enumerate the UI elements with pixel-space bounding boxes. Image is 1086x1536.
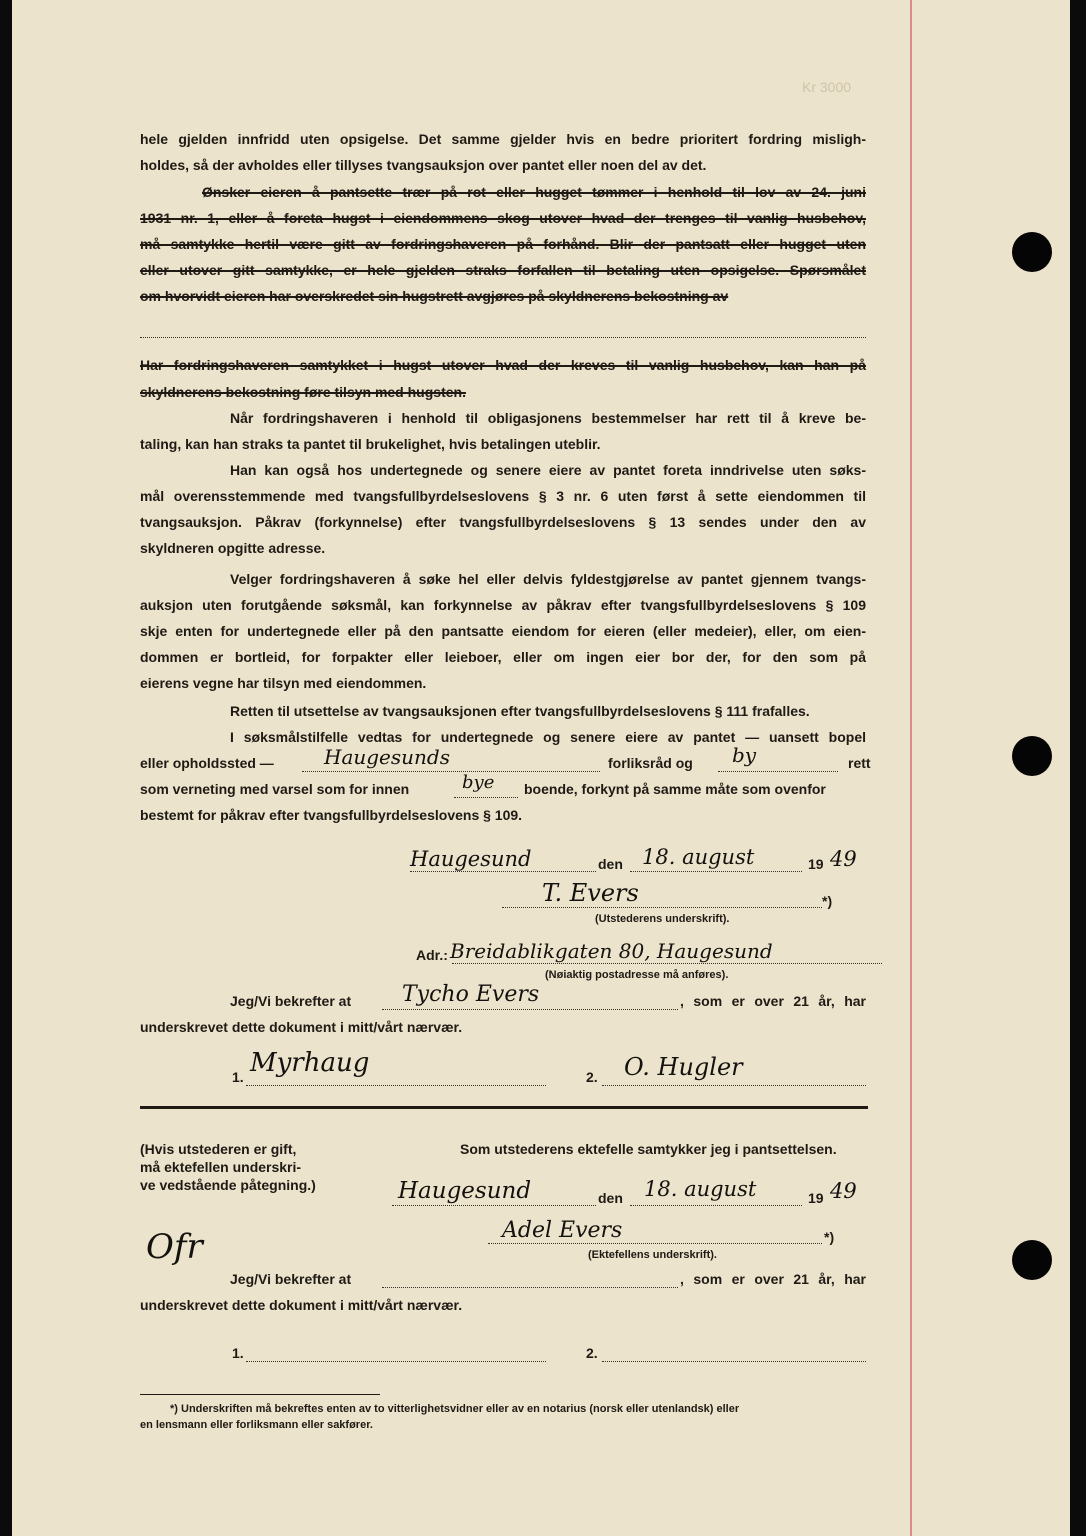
struck-text-line: eller utover gitt samtykke, er hele gjelden straks forfallen til betaling uten opsigelse. Spørsmålet [140,262,866,278]
handwritten-address: Breidablikgaten 80, Haugesund [450,939,773,963]
text-line: boende, forkynt på samme måte som ovenfor [524,781,826,797]
text-line: skje enten for undertegnede eller på den pantsatte eiendom for eieren (eller medeier), eller, om eien- [140,623,866,639]
text-line: Når fordringshaveren i henhold til obligasjonens bestemmelser har rett til å kreve be- [230,410,866,426]
dotted-fill-line [382,1286,678,1288]
year-prefix: 19 [808,856,824,872]
witness-2-signature: O. Hugler [624,1053,743,1081]
dotted-fill-line [452,962,882,964]
handwritten-year: 49 [830,847,857,871]
handwritten-confirm-name: Tycho Evers [402,982,540,1007]
struck-text-line: må samtykke hertil være gitt av fordringshaveren på forhånd. Blir der pantsatt eller hugget uten [140,236,866,252]
text-line: , som er over 21 år, har [680,1271,866,1287]
address-label: Adr.: [416,947,448,963]
dotted-fill-line [382,1008,678,1010]
text-line: som verneting med varsel som for innen [140,781,410,797]
spouse-consent-text: Som utstederens ektefelle samtykker jeg i pantsettelsen. [460,1141,837,1157]
binder-hole-bottom [1012,1240,1052,1280]
spouse-note-line: ve vedstående påtegning.) [140,1177,316,1193]
dotted-fill-line [392,1204,596,1206]
text-line: Velger fordringshaveren å søke hel eller delvis fyldestgjørelse av pantet gjennem tvangs- [230,571,866,587]
footnote-mark: *) [824,1229,835,1245]
spouse-note-line: (Hvis utstederen er gift, [140,1141,297,1157]
text-line: auksjon uten forutgående søksmål, kan forkynnelse av påkrav efter tvangsfullbyrdelseslovens § 109 [140,597,866,613]
signature-line [488,1242,822,1244]
text-line: forliksråd og [608,755,693,771]
faint-header: Kr 3000 [802,79,852,95]
spouse-note-line: må ektefellen underskri- [140,1159,302,1175]
text-line: hele gjelden innfridd uten opsigelse. Det samme gjelder hvis en bedre prioritert fordring misligh- [140,131,866,147]
footnote-line: *) Underskriften må bekreftes enten av to vitterlighetsvidner eller av en notarius (norsk eller utenlandsk) eller [170,1403,740,1415]
struck-text-line: skyldnerens bekostning føre tilsyn med hugsten. [140,384,466,400]
struck-text-line: om hvorvidt eieren har overskredet sin hugstrett avgjøres på skyldnerens bekostning av [140,288,729,304]
witness-number: 2. [586,1069,598,1085]
struck-text-line: Har fordringshaveren samtykket i hugst utover hvad der kreves til vanlig husbehov, kan han på [140,357,866,373]
text-line: skyldneren opgitte adresse. [140,540,326,556]
signature-line [502,906,822,908]
address-caption: (Nøiaktig postadresse må anføres). [545,969,729,981]
spouse-signature: Adel Evers [502,1218,623,1243]
dotted-fill-line [630,870,802,872]
dotted-fill-line [140,336,866,338]
witness-number: 2. [586,1345,598,1361]
text-line: Retten til utsettelse av tvangsauksjonen efter tvangsfullbyrdelseslovens § 111 frafalles. [230,703,810,719]
text-line: bestemt for påkrav efter tvangsfullbyrdelseslovens § 109. [140,807,523,823]
text-line: underskrevet dette dokument i mitt/vårt nærvær. [140,1297,463,1313]
margin-handwritten-mark: Ofr [146,1227,203,1267]
witness-number: 1. [232,1345,244,1361]
dotted-fill-line [246,1084,546,1086]
text-line: underskrevet dette dokument i mitt/vårt nærvær. [140,1019,463,1035]
dotted-fill-line [454,796,518,798]
text-line: holdes, så der avholdes eller tillyses tvangsauksjon over pantet eller noen del av det. [140,157,707,173]
binder-hole-top [1012,232,1052,272]
text-line: eierens vegne har tilsyn med eiendommen. [140,675,427,691]
text-line: Han kan også hos undertegnede og senere eiere av pantet foreta inndrivelse uten søks- [230,462,866,478]
dotted-fill-line [302,770,600,772]
binder-hole-middle [1012,736,1052,776]
text-line: tvangsauksjon. Påkrav (forkynnelse) efter tvangsfullbyrdelseslovens § 13 sendes under den av [140,514,866,530]
date-label: den [598,1190,623,1206]
text-line: dommen er bortleid, for forpakter eller leieboer, eller om ingen eier bor der, for den som på [140,649,866,665]
dotted-fill-line [246,1360,546,1362]
dotted-fill-line [410,870,596,872]
footnote-mark: *) [822,893,833,909]
footnote-line: en lensmann eller forliksmann eller sakfører. [140,1419,373,1431]
handwritten-date: 18. august [644,1177,757,1201]
dotted-fill-line [602,1084,866,1086]
spouse-signature-caption: (Ektefellens underskrift). [588,1249,717,1261]
witness-number: 1. [232,1069,244,1085]
text-line: rett [848,755,871,771]
margin-line [910,0,912,1536]
section-divider [140,1106,868,1109]
handwritten-court-type: by [732,743,757,767]
footnote-rule [140,1394,380,1395]
text-line: taling, kan han straks ta pantet til brukelighet, hvis betalingen uteblir. [140,436,601,452]
dotted-fill-line [718,770,838,772]
dotted-fill-line [630,1204,802,1206]
dotted-fill-line [602,1360,866,1362]
witness-1-signature: Myrhaug [250,1048,370,1078]
text-line: , som er over 21 år, har [680,993,866,1009]
struck-text-line: 1931 nr. 1, eller å foreta hugst i eiendommens skog utover hvad der trenges til vanlig husbehov, [140,210,866,226]
text-line: Jeg/Vi bekrefter at [230,1271,352,1287]
handwritten-court-place: Haugesunds [324,745,450,769]
text-line: eller opholdssted — [140,755,274,771]
date-label: den [598,856,623,872]
issuer-signature: T. Evers [542,879,639,907]
handwritten-place: Haugesund [410,847,532,871]
year-prefix: 19 [808,1190,824,1206]
document-page [12,0,1070,1536]
handwritten-place: Haugesund [398,1178,532,1204]
handwritten-year: 49 [830,1179,857,1203]
handwritten-date: 18. august [642,845,755,869]
struck-text-line: Ønsker eieren å pantsette trær på rot eller hugget tømmer i henhold til lov av 24. juni [202,184,866,200]
text-line: mål overensstemmende med tvangsfullbyrdelseslovens § 3 nr. 6 uten først å sette eiendommen til [140,488,866,504]
text-line: Jeg/Vi bekrefter at [230,993,352,1009]
handwritten-innen: bye [462,772,495,793]
text-line: I søksmålstilfelle vedtas for undertegnede og senere eiere av pantet — uansett bopel [230,729,866,745]
issuer-signature-caption: (Utstederens underskrift). [595,913,730,925]
